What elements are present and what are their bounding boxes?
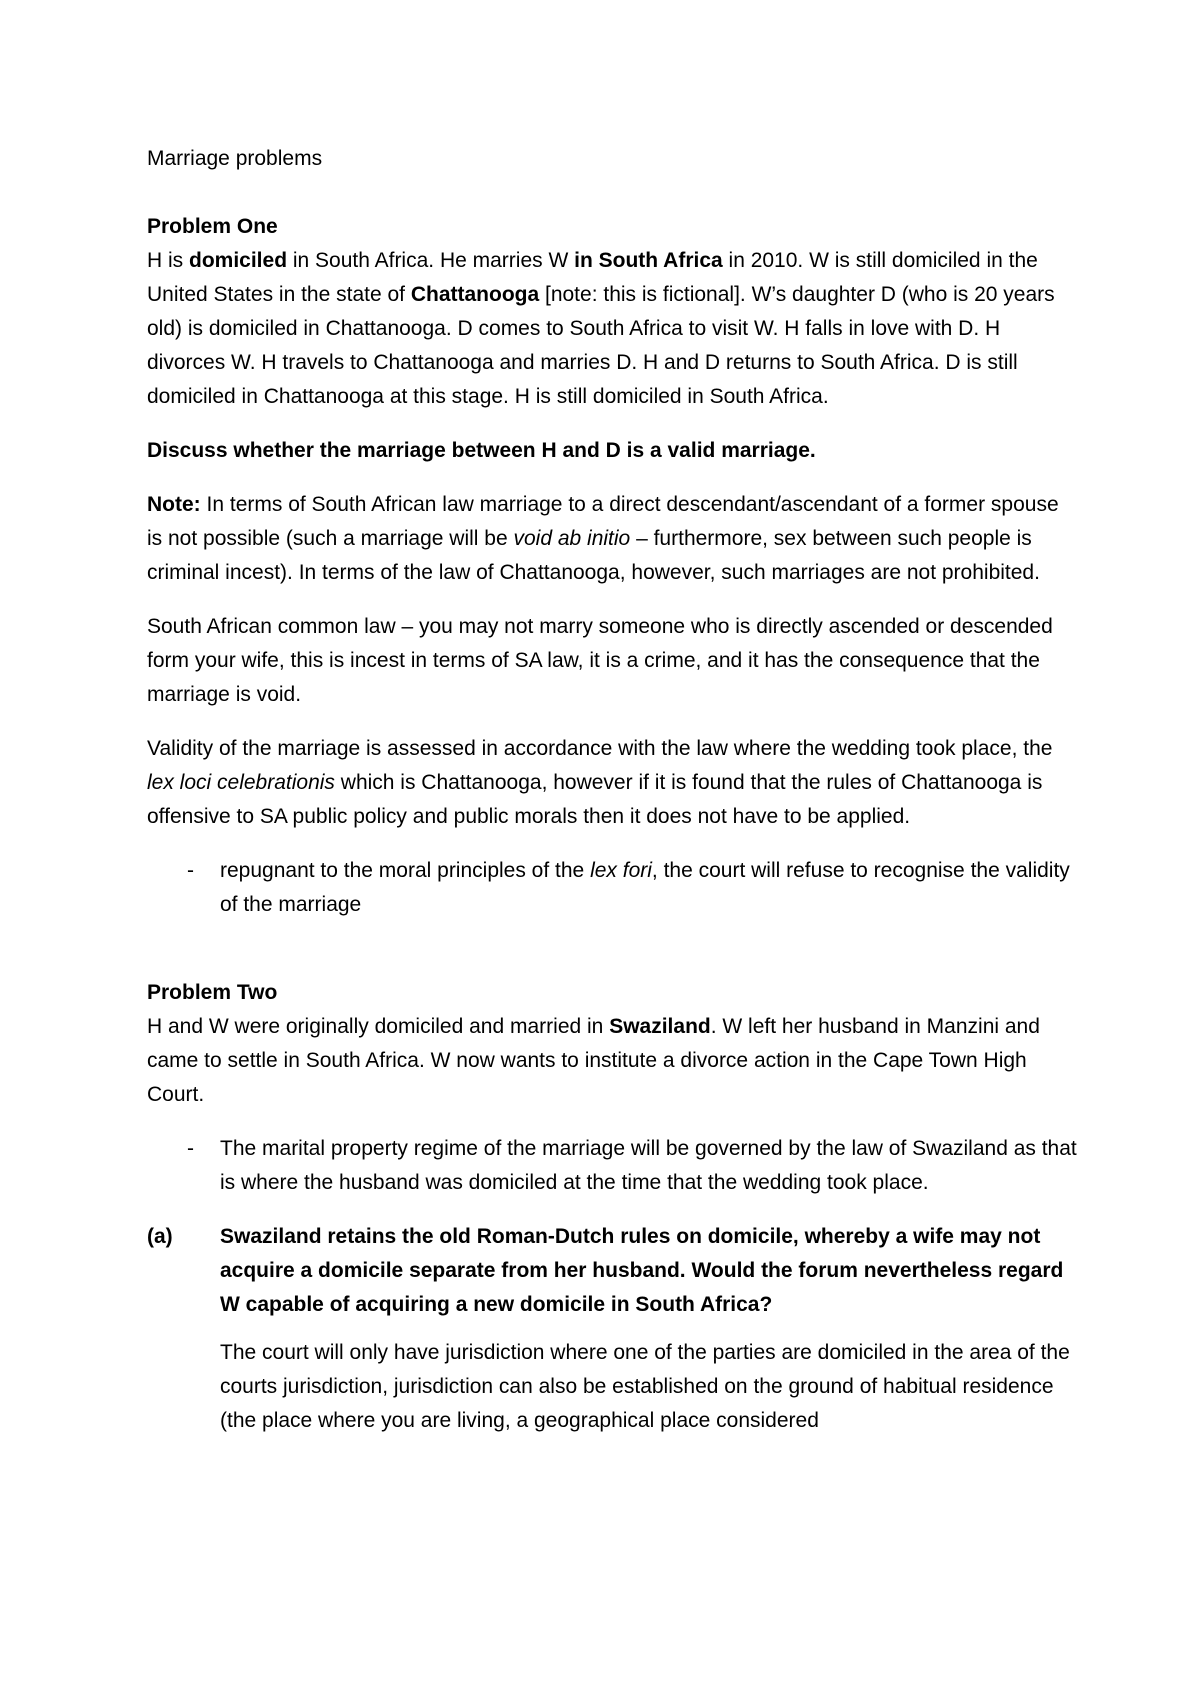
validity-paragraph: Validity of the marriage is assessed in accordance with the law where the wedding took place, the lex loci celebrationis which is Chattanooga, however if it is found that the rules of Chattanooga is offensive to SA public policy and public morals then it does not have to be applied. bbox=[147, 737, 1053, 828]
problem-one-question: Discuss whether the marriage between H and D is a valid marriage. bbox=[147, 439, 816, 462]
question-a-text: Swaziland retains the old Roman-Dutch rules on domicile, whereby a wife may not acquire a domicile separate from her husband. Would the forum nevertheless regard W capable of acquiring a new domicile in South Africa? bbox=[220, 1225, 1064, 1316]
problem-one-facts: H is domiciled in South Africa. He marries W in South Africa in 2010. W is still domiciled in the United States in the state of Chattanooga [note: this is fictional]. W’s daughter D (who is 20 years old) is domiciled in Chattanooga. D comes to South Africa to visit W. H falls in love with D. H divorces W. H travels to Chattanooga and marries D. H and D returns to South Africa. D is still domiciled in Chattanooga at this stage. H is still domiciled in South Africa. bbox=[147, 249, 1055, 408]
bullet-dash: - bbox=[187, 859, 194, 882]
answer-a-paragraph: The court will only have jurisdiction where one of the parties are domiciled in the area of the courts jurisdiction, jurisdiction can also be established on the ground of habitual residence (the place where you are living, a geographical place considered bbox=[220, 1341, 1070, 1432]
problem-two-heading: Problem Two bbox=[147, 981, 278, 1004]
problem-two-facts: H and W were originally domiciled and married in Swaziland. W left her husband in Manzini and came to settle in South Africa. W now wants to institute a divorce action in the Cape Town High Court. bbox=[147, 1015, 1040, 1106]
list-item: - The marital property regime of the marriage will be governed by the law of Swaziland as that is where the husband was domiciled at the time that the wedding took place. bbox=[147, 1132, 1077, 1200]
bullet-dash: - bbox=[187, 1137, 194, 1160]
question-a-marker: (a) bbox=[147, 1225, 173, 1248]
document-title: Marriage problems bbox=[147, 147, 323, 170]
problem-one-note: Note: In terms of South African law marriage to a direct descendant/ascendant of a former spouse is not possible (such a marriage will be void ab initio – furthermore, sex between such people is criminal incest). In terms of the law of Chattanooga, however, such marriages are not prohibited. bbox=[147, 493, 1059, 584]
list-item: - repugnant to the moral principles of the lex fori, the court will refuse to recognise the validity of the marriage bbox=[147, 854, 1077, 922]
note-label: Note: bbox=[147, 493, 201, 516]
document-body bbox=[147, 142, 1077, 1438]
problem-one-heading: Problem One bbox=[147, 215, 278, 238]
question-a bbox=[147, 1220, 1077, 1322]
section-spacer bbox=[147, 942, 1077, 976]
common-law-paragraph: South African common law – you may not marry someone who is directly ascended or descended form your wife, this is incest in terms of SA law, it is a crime, and it has the consequence that the marriage is void. bbox=[147, 615, 1053, 706]
